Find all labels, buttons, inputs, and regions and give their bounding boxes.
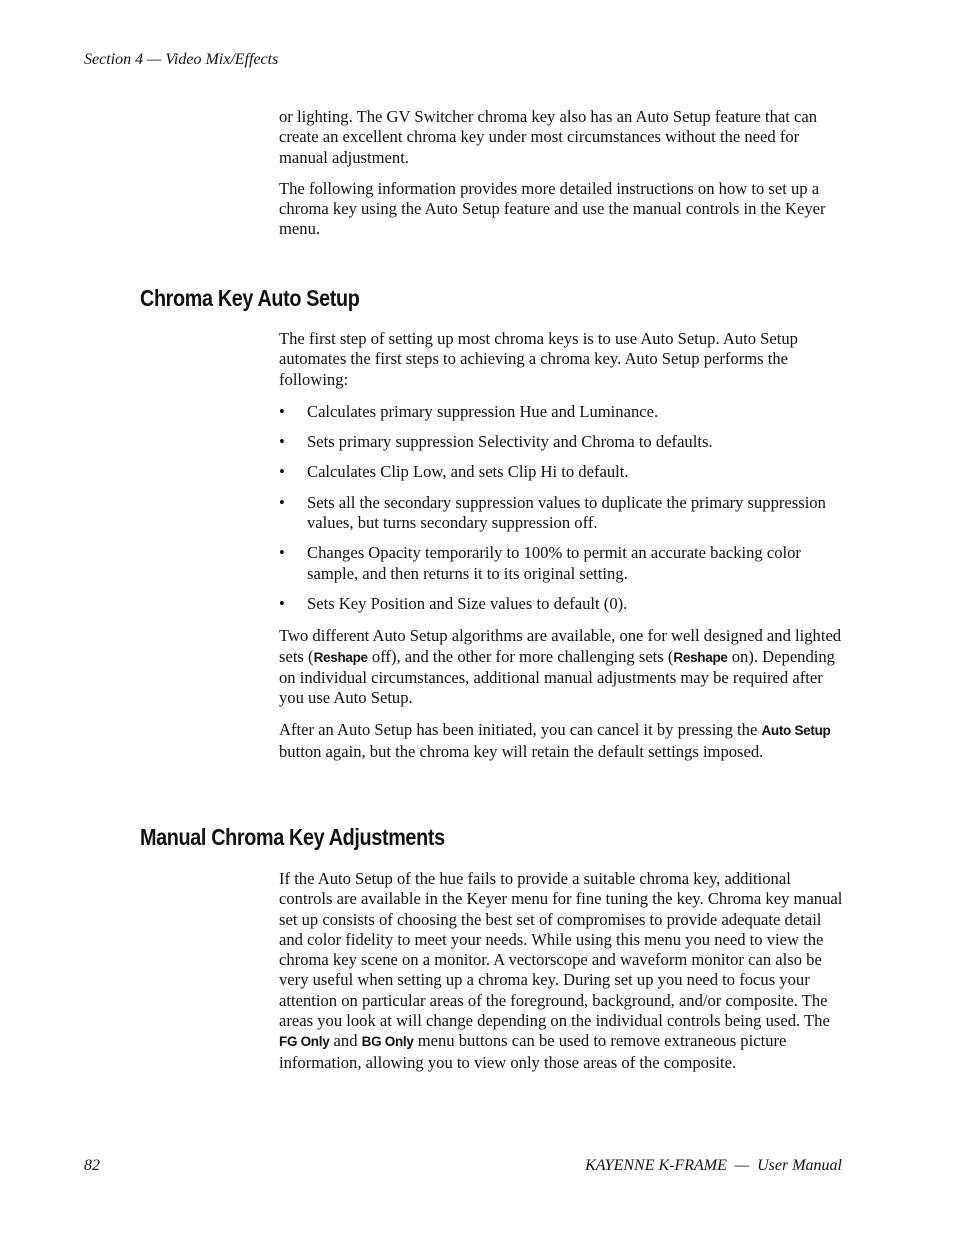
section-heading-manual: Manual Chroma Key Adjustments (140, 824, 445, 850)
bullet-icon: • (279, 593, 285, 613)
list-item (279, 543, 844, 584)
intro-paragraph-1: or lighting. The GV Switcher chroma key also has an Auto Setup feature that can create an excellent chroma key under most circumstances without the need for manual adjustment. (279, 107, 818, 167)
ui-label-auto-setup: Auto Setup (761, 723, 831, 739)
ui-label-reshape: Reshape (673, 649, 728, 665)
ui-label-fg-only: FG Only (279, 1034, 330, 1050)
text-run: If the Auto Setup of the hue fails to provide a suitable chroma key, additional controls are available in the Keyer menu for fine tuning the key. Chroma key manual set up consists of choosing the best set of compromises to provide adequate detail and color fidelity to meet your needs. While using this menu you need to view the chroma key scene on a monitor. A vectorscope and waveform monitor can also be very useful when setting up a chroma key. During set up you need to focus your attention on particular areas of the foreground, background, and/or composite. The areas you look at will change depending on the individual controls being used. The (279, 869, 843, 1031)
bullet-icon: • (279, 432, 285, 452)
bullet-icon: • (279, 401, 285, 421)
list-item-text: Calculates Clip Low, and sets Clip Hi to default. (307, 462, 629, 482)
bullet-icon: • (279, 543, 285, 563)
section-heading-auto-setup: Chroma Key Auto Setup (140, 285, 360, 311)
list-item-text: Sets all the secondary suppression values to duplicate the primary suppression values, but turns secondary suppression off. (307, 492, 826, 533)
auto-setup-paragraph-2 (279, 626, 844, 708)
bullet-icon: • (279, 462, 285, 482)
auto-setup-block (279, 329, 844, 762)
text-run: menu buttons can be used to remove extraneous picture information, allowing you to view only those areas of the composite. (279, 1031, 787, 1072)
manual-paragraph-1 (279, 869, 844, 1073)
text-run: Two different Auto Setup algorithms are available, one for well designed and lighted sets ( (279, 626, 842, 666)
list-item (279, 594, 844, 614)
manual-block (279, 869, 844, 1073)
list-item-text: Changes Opacity temporarily to 100% to permit an accurate backing color sample, and then returns it to its original setting. (307, 543, 801, 583)
running-footer-title: KAYENNE K-FRAME — User Manual (585, 1157, 842, 1174)
ui-label-bg-only: BG Only (361, 1034, 414, 1050)
page-number: 82 (84, 1157, 100, 1174)
list-item-text: Calculates primary suppression Hue and Luminance. (307, 401, 659, 421)
text-run: off), and the other for more challenging sets ( (367, 646, 674, 666)
intro-paragraph-2: The following information provides more detailed instructions on how to set up a chroma key using the Auto Setup feature and use the manual controls in the Keyer menu. (279, 178, 826, 239)
auto-setup-paragraph-1: The first step of setting up most chroma keys is to use Auto Setup. Auto Setup automates the first steps to achieving a chroma key. Auto Setup performs the following: (279, 329, 798, 389)
list-item (279, 493, 844, 534)
list-item-text: Sets Key Position and Size values to default (0). (307, 593, 628, 613)
text-run: button again, but the chroma key will retain the default settings imposed. (279, 741, 764, 761)
text-run: and (329, 1031, 362, 1051)
intro-block (279, 107, 844, 240)
text-run: After an Auto Setup has been initiated, you can cancel it by pressing the (279, 720, 762, 740)
auto-setup-paragraph-3 (279, 720, 844, 762)
list-item (279, 402, 844, 422)
bullet-icon: • (279, 492, 285, 512)
running-header: Section 4 — Video Mix/Effects (84, 51, 279, 68)
list-item (279, 462, 844, 482)
ui-label-reshape: Reshape (313, 649, 368, 665)
list-item (279, 432, 844, 452)
auto-setup-bullet-list (279, 402, 844, 614)
text-run: on). Depending on individual circumstances, additional manual adjustments may be required after you use Auto Setup. (279, 646, 835, 708)
list-item-text: Sets primary suppression Selectivity and Chroma to defaults. (307, 432, 713, 452)
